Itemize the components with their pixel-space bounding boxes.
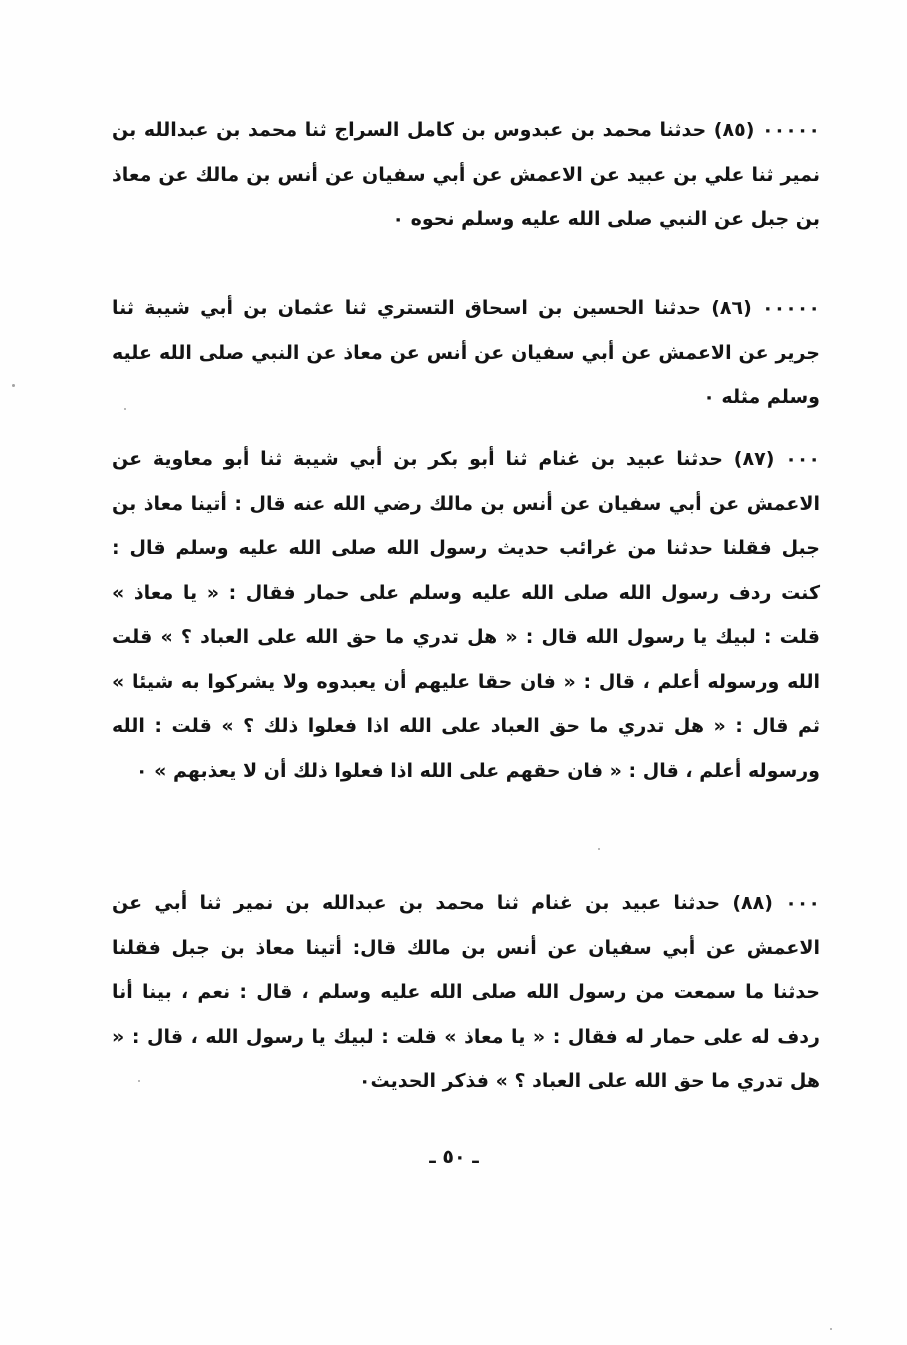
page-number: ـ ٥٠ ـ — [429, 1146, 479, 1168]
scan-speck — [598, 848, 600, 850]
hadith-87-paragraph: ٠٠٠ (٨٧) حدثنا عبيد بن غنام ثنا أبو بكر بن أبي شيبة ثنا أبو معاوية عن الاعمش عن أبي سفيان عن أنس بن مالك رضي الله عنه قال : أتينا معاذ بن جبل فقلنا حدثنا من غرائب حديث رسول الله صلى الله عليه وسلم قال : كنت ردف رسول الله صلى الله عليه وسلم على حمار فقال : « يا معاذ » قلت : لبيك يا رسول الله قال : « هل تدري ما حق الله على العباد ؟ » قلت الله ورسوله أعلم ، قال : « فان حقا عليهم أن يعبدوه ولا يشركوا به شيئا » ثم قال : « هل تدري ما حق العباد على الله اذا فعلوا ذلك ؟ » قلت : الله ورسوله أعلم ، قال : « فان حقهم على الله اذا فعلوا ذلك أن لا يعذبهم » ٠ — [112, 448, 820, 782]
hadith-88-paragraph: ٠٠٠ (٨٨) حدثنا عبيد بن غنام ثنا محمد بن عبدالله بن نمير ثنا أبي عن الاعمش عن أبي سفيان عن أنس بن مالك قال: أتينا معاذ بن جبل فقلنا حدثنا ما سمعت من رسول الله صلى الله عليه وسلم ، قال : نعم ، بينا أنا ردف له على حمار له فقال : « يا معاذ » قلت : لبيك يا رسول الله ، قال : « هل تدري ما حق الله على العباد ؟ » فذكر الحديث٠ — [112, 892, 820, 1092]
scan-speck — [830, 1328, 832, 1330]
scan-speck — [12, 384, 15, 387]
hadith-85-paragraph: ٠٠٠٠٠ (٨٥) حدثنا محمد بن عبدوس بن كامل السراج ثنا محمد بن عبدالله بن نمير ثنا علي بن عبيد عن الاعمش عن أبي سفيان عن أنس بن مالك عن معاذ بن جبل عن النبي صلى الله عليه وسلم نحوه ٠ — [112, 119, 820, 230]
scan-speck — [138, 1080, 140, 1082]
scan-speck — [124, 408, 126, 410]
hadith-86-paragraph: ٠٠٠٠٠ (٨٦) حدثنا الحسين بن اسحاق التستري ثنا عثمان بن أبي شيبة ثنا جرير عن الاعمش عن أبي سفيان عن أنس عن معاذ عن النبي صلى الله عليه وسلم مثله ٠ — [112, 297, 820, 408]
